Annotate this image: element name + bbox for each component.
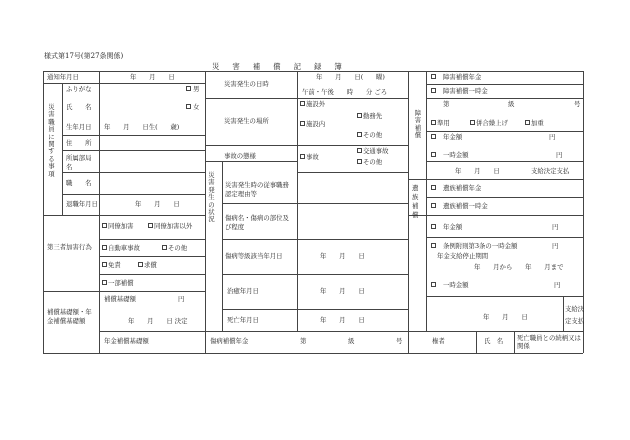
grid-line (476, 331, 477, 353)
grid-line (426, 296, 583, 297)
place-checkbox[interactable] (357, 113, 362, 118)
suspension-range[interactable]: 年 月から 年 月まで (474, 263, 564, 271)
grid-line (297, 172, 408, 173)
merge-label: 併合繰上げ (476, 119, 508, 127)
option-label: 免責 (108, 261, 121, 269)
third-party-label: 第三者加害行為 (47, 243, 92, 251)
decision-text-2a: 支給決 (565, 305, 585, 313)
yen-unit: 円 (549, 133, 556, 141)
yen-unit: 円 (556, 151, 563, 159)
grid-line (426, 98, 583, 99)
accident-section-label: 災害発生の状況 (208, 171, 215, 224)
notice-date-label: 通知年月日 (47, 73, 79, 81)
grid-line (99, 239, 205, 240)
grade-first: 第 (443, 100, 450, 108)
retirement-value[interactable]: 年 月 日 (135, 200, 180, 208)
male-checkbox[interactable] (186, 86, 191, 91)
grid-line (426, 161, 583, 162)
grid-line (426, 197, 583, 198)
bereaved-pension-checkbox[interactable] (431, 185, 436, 190)
grid-line (426, 131, 583, 132)
yen-unit: 円 (552, 242, 559, 250)
yen-unit: 円 (552, 223, 559, 231)
mode-checkbox[interactable] (357, 159, 362, 164)
grid-line (205, 161, 297, 162)
datetime-value-time[interactable]: 午前・午後 時 分 ごろ (302, 88, 388, 96)
bereaved-lump-label: 遺族補償一時金 (443, 202, 488, 210)
aggravation-checkbox[interactable] (525, 120, 530, 125)
rightholder-name-label: 氏 名 (484, 337, 504, 345)
female-label: 女 (193, 103, 200, 111)
lump-amount-label: 一時金額 (443, 151, 469, 159)
grade-last: 号 (574, 100, 581, 108)
merge-checkbox[interactable] (470, 120, 475, 125)
panel-divider-right (408, 71, 409, 353)
grid-line (99, 274, 205, 275)
place-checkbox[interactable] (300, 121, 305, 126)
grid-line (222, 239, 408, 240)
mode-checkbox[interactable] (357, 148, 362, 153)
grade-mid: 級 (508, 100, 515, 108)
birth-label: 生年月日 (66, 123, 92, 131)
birth-value[interactable]: 年 月 日生( 歳) (104, 123, 180, 131)
mode-option: 事故 (306, 153, 319, 161)
grid-line (408, 179, 583, 180)
table-border-bottom (43, 353, 583, 354)
injury-pension-label: 傷病補償年金 (210, 337, 249, 345)
grid-line (222, 203, 408, 204)
aggravation-label: 加重 (531, 119, 544, 127)
grade-date-label: 傷病等級該当年月日 (225, 252, 283, 260)
option-label: 求償 (144, 261, 157, 269)
disability-pension-label: 障害補償年金 (443, 73, 482, 81)
lump-amount2-label: 一時金額 (443, 281, 469, 289)
grid-line (426, 237, 583, 238)
option-label: 同僚加害 (108, 222, 134, 230)
grid-line (563, 296, 564, 331)
option-checkbox[interactable] (102, 223, 107, 228)
furigana-label: ふりがな (66, 85, 92, 93)
option-checkbox[interactable] (102, 245, 107, 250)
grid-line (205, 145, 408, 146)
grade-prefix: 第 (300, 337, 307, 345)
option-label: 同僚加害以外 (154, 222, 193, 230)
mode-label: 事故の態様 (224, 152, 256, 160)
suspension-label: 年金支給停止期間 (437, 252, 489, 260)
table-border-top (43, 71, 583, 72)
pension-amount-checkbox[interactable] (431, 134, 436, 139)
grid-line (222, 161, 223, 331)
grid-line (205, 98, 408, 99)
grid-line (62, 83, 63, 215)
grid-line (43, 83, 205, 84)
grid-line (99, 256, 205, 257)
place-option: その他 (363, 131, 383, 139)
base-decision[interactable]: 年 月 日 決定 (128, 317, 188, 325)
cure-value[interactable]: 年 月 日 (320, 287, 365, 295)
panel-divider-left (205, 71, 206, 353)
grid-line (62, 135, 205, 136)
cure-label: 治癒年月日 (227, 287, 259, 295)
injury-label: 傷病名・傷病の部位及び程度 (225, 214, 289, 231)
grid-line (62, 150, 205, 151)
mode-option: その他 (363, 158, 383, 166)
grid-line (99, 331, 205, 332)
grid-line (297, 71, 298, 331)
bereaved-lump-checkbox[interactable] (431, 203, 436, 208)
form-number: 様式第17号(第27条関係) (44, 52, 124, 60)
decision-text-2b: 定支払 (565, 317, 585, 325)
place-option: 施設外 (306, 100, 326, 108)
grid-line (222, 309, 408, 310)
decision-date-2[interactable]: 年 月 日 (483, 313, 528, 321)
datetime-value-date[interactable]: 年 月 日( 曜) (316, 73, 385, 81)
rightholder-label: 権者 (432, 337, 445, 345)
place-checkbox[interactable] (300, 101, 305, 106)
pension-amount2-label: 年金額 (443, 223, 463, 231)
disability-lump-checkbox[interactable] (431, 88, 436, 93)
grade-date-value[interactable]: 年 月 日 (320, 252, 365, 260)
place-option: 勤務先 (363, 112, 383, 120)
supplementary-lump-label: 条例附則第3条の一時金額 (443, 242, 518, 250)
grid-line (99, 83, 100, 353)
disability-lump-label: 障害補償一時金 (443, 87, 488, 95)
place-checkbox[interactable] (357, 132, 362, 137)
grid-line (408, 331, 583, 332)
pension-amount-label: 年金額 (443, 133, 463, 141)
use-label: 準用 (437, 119, 450, 127)
grid-line (99, 71, 100, 83)
staff-section-label: 災害職員に関する事項 (48, 103, 55, 178)
datetime-label: 災害発生の日時 (224, 80, 269, 88)
disability-pension-checkbox[interactable] (431, 74, 436, 79)
female-checkbox[interactable] (186, 104, 191, 109)
option-label: その他 (168, 244, 188, 252)
grid-line (43, 215, 205, 216)
option-checkbox[interactable] (162, 245, 167, 250)
grid-line (43, 291, 205, 292)
decision-date[interactable]: 年 月 日 (455, 167, 500, 175)
department-label: 所属部局名 (66, 154, 92, 171)
table-border-left (43, 71, 44, 353)
grid-line (426, 84, 583, 85)
disability-label: 障害補償 (414, 109, 422, 140)
address-label: 住 所 (66, 139, 92, 147)
decision-text: 支給決定支払 (531, 167, 570, 175)
grid-line (514, 331, 515, 353)
place-option: 施設内 (306, 120, 326, 128)
pension-amount2-checkbox[interactable] (431, 224, 436, 229)
yen-unit: 円 (178, 295, 185, 303)
mode-option: 交通事故 (363, 147, 389, 155)
male-label: 男 (193, 85, 200, 93)
grade-suffix: 級 (348, 337, 355, 345)
mode-checkbox[interactable] (300, 154, 305, 159)
grid-line (62, 172, 205, 173)
option-checkbox[interactable] (102, 280, 107, 285)
position-label: 職 名 (66, 179, 92, 187)
grid-line (408, 215, 583, 216)
notice-date-value[interactable]: 年 月 日 (130, 73, 175, 81)
lump-amount-checkbox[interactable] (431, 152, 436, 157)
supplementary-lump-checkbox[interactable] (431, 243, 436, 248)
page-title: 災害補償記録簿 (212, 62, 355, 71)
duty-label: 災害発生時の従事職務認定理由等 (225, 181, 289, 198)
grid-line (426, 71, 427, 331)
pension-base-label: 年金補償基礎額 (104, 337, 149, 345)
name-label: 氏 名 (66, 103, 92, 111)
bereaved-label: 遺族補償 (412, 184, 419, 219)
option-checkbox[interactable] (148, 223, 153, 228)
use-checkbox[interactable] (431, 120, 436, 125)
option-label: 一部補償 (108, 279, 134, 287)
retirement-label: 退職年月日 (66, 200, 98, 208)
bereaved-pension-label: 遺族補償年金 (443, 184, 482, 192)
grid-line (62, 194, 205, 195)
option-checkbox[interactable] (138, 262, 143, 267)
lump-amount2-checkbox[interactable] (431, 282, 436, 287)
relation-label: 死亡職員との続柄又は関係 (517, 334, 581, 350)
grid-line (205, 331, 408, 332)
base-label: 補償基礎額・年金補償基礎額 (47, 308, 92, 325)
yen-unit: 円 (554, 281, 561, 289)
option-checkbox[interactable] (102, 262, 107, 267)
death-value[interactable]: 年 月 日 (320, 316, 365, 324)
item-suffix: 号 (396, 337, 403, 345)
death-label: 死亡年月日 (227, 316, 259, 324)
base-amount-label: 補償基礎額 (104, 295, 136, 303)
grid-line (222, 274, 408, 275)
place-label: 災害発生の場所 (224, 117, 269, 125)
option-label: 自動車事故 (108, 244, 140, 252)
